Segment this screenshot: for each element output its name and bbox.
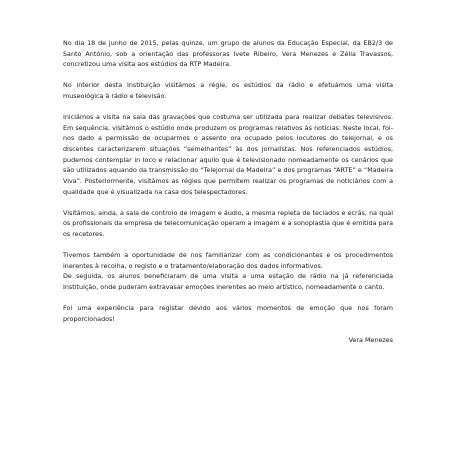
signature: Vera Menezes xyxy=(348,335,393,344)
paragraph-conclusion: Foi uma experiência para registar devido aos vários momentos de emoção que nos foram proporcionados! xyxy=(63,304,393,323)
document-body xyxy=(63,38,393,345)
paragraph-procedures: Tivemos também a oportunidade de nos familiarizar com as condicionantes e os procedimentos inerentes à recolha, o registo e o tratamento/elaboração dos dados informativos. xyxy=(63,251,393,270)
paragraph-recording-room: Iniciámos a visita na sala das gravações que costuma ser utilizada para realizar debates televisivos. Em sequência, visitámos o estúdio onde produzem os programas relativos às notícias. Neste local, foi-nos dado a permissão de ocuparmos o assento ora ocupado pelos locutores do telejornal, e os discentes caracterizarem situações “semelhantes” às dos jornalistas. Nos referenciados estúdios, pudemos contemplar in loco e relacionar aquilo que é televisionado nomeadamente os cenários que são utilizados aquando da transmissão do “Telejornal da Madeira” e dos programas “ARTE” e “Madeira Viva”. Posteriormente, visitámos as régies que permitem realizar os programas de noticiários com a qualidade que é visualizada na casa dos telespectadores. xyxy=(63,112,393,196)
paragraph-radio-station: De seguida, os alunos beneficiaram de uma visita a uma estação de rádio na já referenciada Instituição, onde puderam extravasar emoções inerentes ao meio artístico, nomeadamente o canto. xyxy=(63,272,393,292)
paragraph-control-room: Visitámos, ainda, a sala de controlo de imagem e áudio, a mesma repleta de teclados e ecrãs, na qual os profissionais da empresa de telecomunicação operam a imagem e a sonoplastia que é emitida para os recetores. xyxy=(63,208,393,239)
paragraph-visit-intro: No dia 18 de junho de 2015, pelas quinze, um grupo de alunos da Educação Especial, da EB2/3 de Santo António, sob a orientação das professoras Ivete Ribeiro, Vera Menezes e Zélia Travassos, concretizou uma visita aos estúdios da RTP Madeira. xyxy=(63,39,393,69)
paragraph-institution: No interior desta Instituição visitámos a régie, os estúdios da rádio e efetuámos uma visita museológica à rádio e televisão. xyxy=(63,81,393,100)
